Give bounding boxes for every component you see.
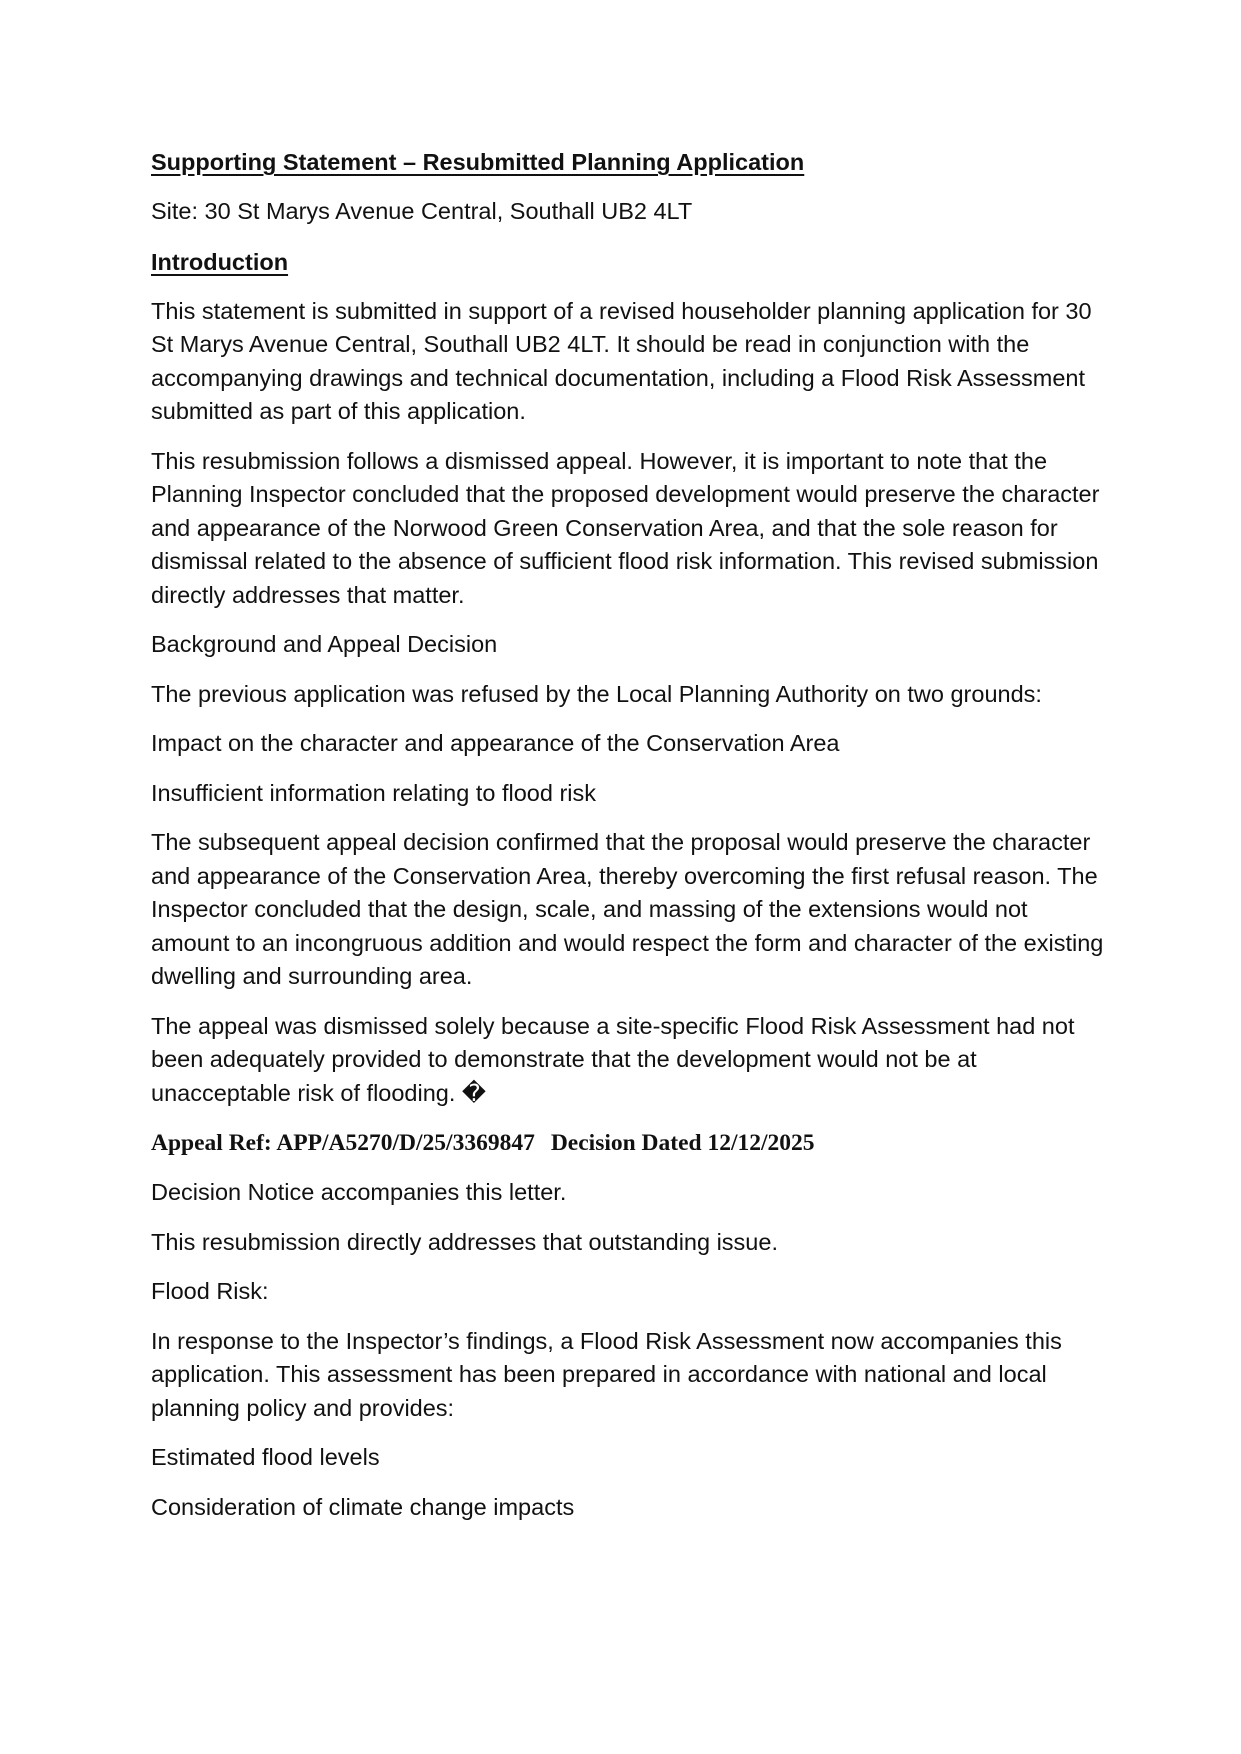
paragraph-outstanding-issue: This resubmission directly addresses that outstanding issue.: [151, 1228, 778, 1255]
flood-item-1: Estimated flood levels: [151, 1444, 380, 1470]
paragraph-intro-1: This statement is submitted in support of a revised householder planning application for 30 St Marys Avenue Central, Southall UB2 4LT. It should be read in conjunction with the accompanying drawings and technical documentation, including a Flood Risk Assessment submitted as part of this application.: [151, 297, 1092, 424]
paragraph-decision-notice: Decision Notice accompanies this letter.: [151, 1179, 567, 1205]
refusal-ground-2: Insufficient information relating to flood risk: [151, 779, 596, 806]
document-body: [151, 145, 1111, 1540]
paragraph-flood-risk: In response to the Inspector’s findings, a Flood Risk Assessment now accompanies this application. This assessment has been prepared in accordance with national and local planning policy and provides:: [151, 1327, 1062, 1421]
flood-item-2: Consideration of climate change impacts: [151, 1493, 575, 1520]
paragraph-refusal: The previous application was refused by the Local Planning Authority on two grounds:: [151, 680, 1042, 707]
flood-risk-heading: Flood Risk:: [151, 1278, 269, 1304]
background-heading: Background and Appeal Decision: [151, 631, 498, 657]
paragraph-appeal-decision: The subsequent appeal decision confirmed that the proposal would preserve the character and appearance of the Conservation Area, thereby overcoming the first refusal reason. The Inspector concluded that the design, scale, and massing of the extensions would not amount to an incongruous addition and would respect the form and character of the existing dwelling and surrounding area.: [151, 829, 1104, 989]
paragraph-intro-2: This resubmission follows a dismissed appeal. However, it is important to note that the Planning Inspector concluded that the proposed development would preserve the character and appearance of the Norwood Green Conservation Area, and that the sole reason for dismissal related to the absence of sufficient flood risk information. This revised submission directly addresses that matter.: [151, 447, 1100, 608]
introduction-heading: Introduction: [151, 248, 289, 275]
appeal-ref: Appeal Ref: APP/A5270/D/25/3369847: [151, 1130, 535, 1156]
appeal-reference-line: [151, 1126, 1111, 1160]
decision-dated: Decision Dated 12/12/2025: [550, 1130, 815, 1156]
document-title: Supporting Statement – Resubmitted Planning Application: [151, 149, 805, 175]
paragraph-dismissal: The appeal was dismissed solely because a site-specific Flood Risk Assessment had not been adequately provided to demonstrate that the development would not be at unacceptable risk of flooding. �: [151, 1012, 1075, 1106]
site-address: Site: 30 St Marys Avenue Central, Southall UB2 4LT: [151, 198, 693, 224]
refusal-ground-1: Impact on the character and appearance of the Conservation Area: [151, 730, 840, 756]
